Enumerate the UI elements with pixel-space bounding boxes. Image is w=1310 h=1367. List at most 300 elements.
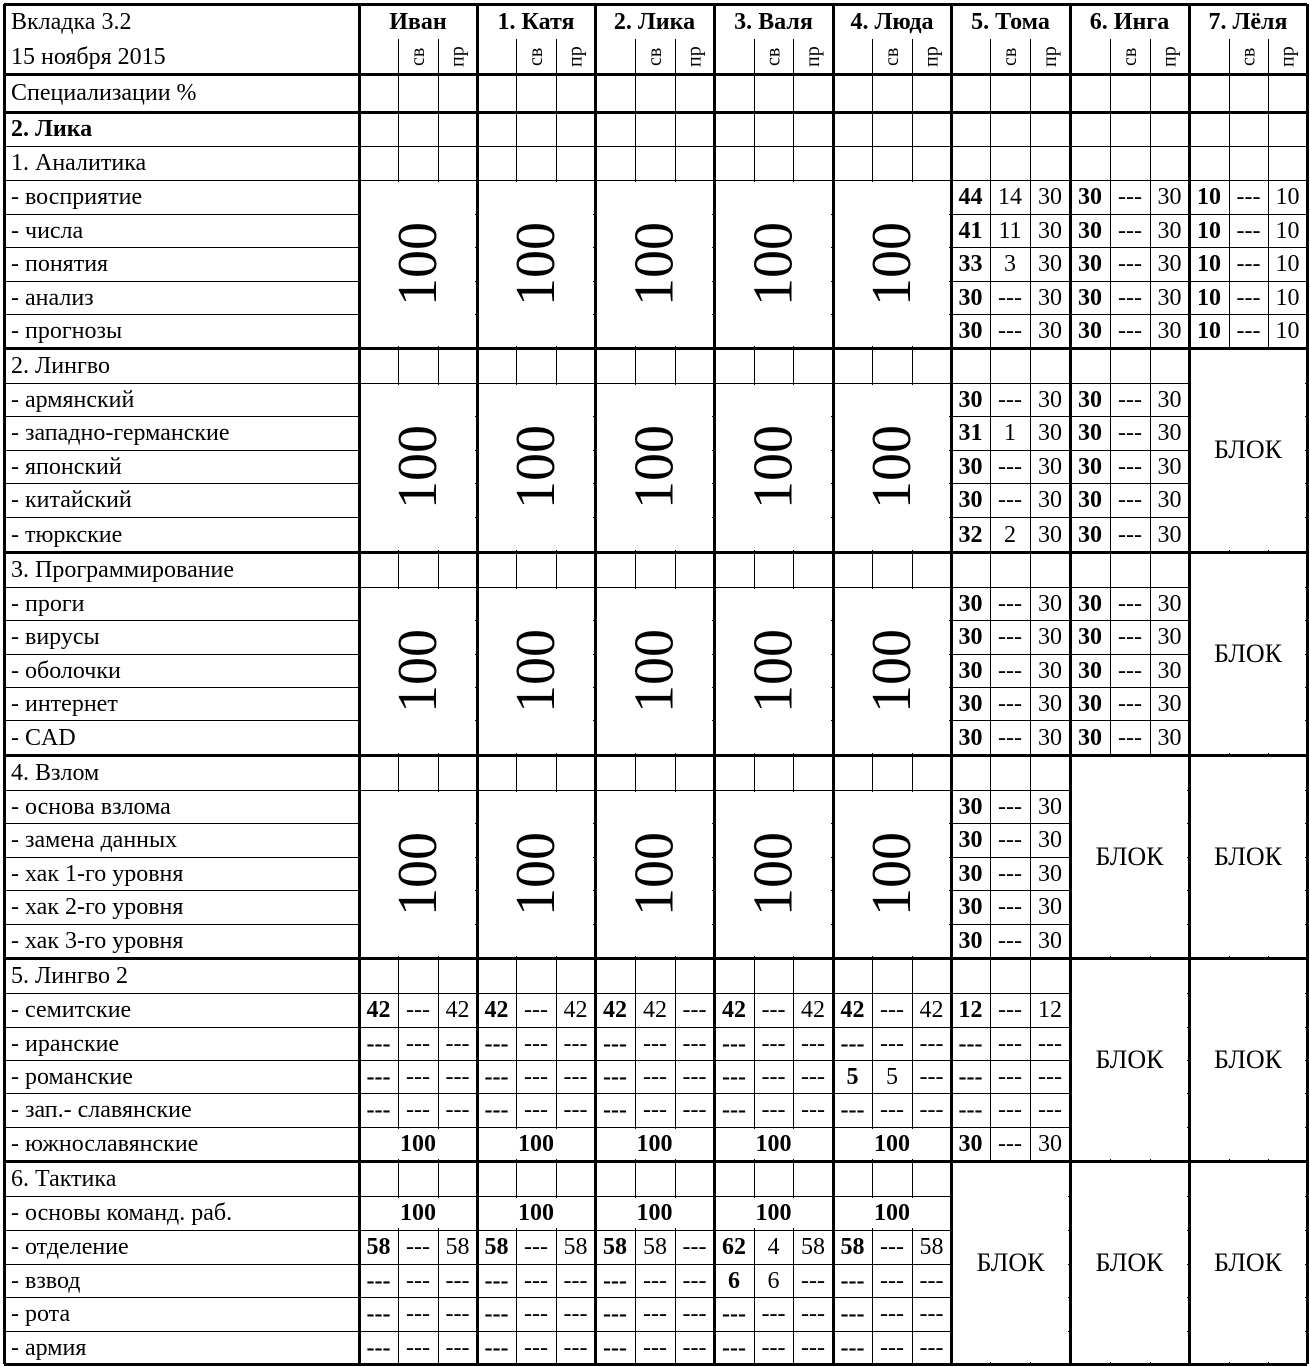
value-cell: 12 (958, 997, 983, 1023)
row-label: - западно-германские (11, 420, 230, 446)
value-cell: 30 (1078, 521, 1102, 548)
value-cell: 30 (958, 487, 983, 513)
value-cell: --- (1118, 453, 1142, 480)
value-cell: 42 (603, 997, 627, 1023)
value-cell: --- (880, 997, 904, 1023)
value-cell: 10 (1275, 217, 1300, 244)
value-cell: --- (998, 690, 1022, 717)
value-cell: 30 (1078, 420, 1102, 446)
value-cell: 30 (1078, 251, 1102, 277)
value-cell: --- (722, 1334, 746, 1361)
value-cell: 42 (484, 997, 509, 1023)
value-cell: --- (761, 1301, 786, 1327)
value-cell: --- (603, 1334, 627, 1361)
value-cell: --- (1038, 1063, 1062, 1090)
value-cell: --- (603, 1267, 627, 1294)
value-cell: 30 (1038, 453, 1062, 480)
value-cell: 42 (919, 997, 944, 1023)
value-cell: --- (445, 1334, 470, 1361)
value-cell: --- (958, 1030, 983, 1057)
value-cell: 42 (801, 997, 825, 1023)
value-cell: 42 (722, 997, 746, 1023)
sub-header-sv: св (999, 47, 1021, 66)
value-cell: 42 (643, 997, 667, 1023)
value-cell: --- (998, 1097, 1022, 1123)
value-cell: --- (603, 1301, 627, 1327)
value-cell: --- (1236, 217, 1261, 244)
value-cell: 30 (958, 284, 983, 311)
value-cell: --- (801, 1301, 825, 1327)
value-cell: --- (524, 1334, 548, 1361)
row-label: - тюркские (11, 521, 123, 548)
value-cell: --- (484, 1097, 509, 1123)
value-cell: 30 (1157, 590, 1182, 617)
value-cell: --- (682, 1234, 707, 1260)
value-cell: --- (722, 1030, 746, 1057)
value-cell: --- (406, 1334, 430, 1361)
sub-header-pr: пр (1276, 46, 1299, 67)
value-cell: 30 (1038, 217, 1062, 244)
value-cell: --- (919, 1030, 944, 1057)
value-cell: 30 (1038, 928, 1062, 954)
row-label: - китайский (11, 487, 132, 513)
value-cell: 30 (1038, 420, 1062, 446)
value-cell: 10 (1275, 318, 1300, 344)
row-label: - хак 2-го уровня (11, 894, 184, 920)
hundred-block: 100 (742, 629, 805, 713)
person-name: 3. Валя (734, 8, 813, 35)
hundred-block: 100 (505, 629, 567, 713)
value-cell: 30 (1078, 657, 1102, 684)
value-cell: 30 (1157, 690, 1182, 717)
value-cell: 10 (1197, 217, 1221, 244)
value-cell: 10 (1197, 318, 1221, 344)
value-cell: 32 (958, 521, 983, 548)
value-cell: --- (880, 1097, 904, 1123)
hundred-cell: 100 (400, 1200, 436, 1226)
value-cell: --- (445, 1097, 470, 1123)
value-cell: --- (998, 1063, 1022, 1090)
value-cell: 30 (1078, 284, 1102, 311)
value-cell: 30 (1038, 657, 1062, 684)
value-cell: 30 (1157, 724, 1182, 751)
row-label: - армия (11, 1334, 87, 1361)
value-cell: --- (524, 1301, 548, 1327)
person-name: 1. Катя (497, 8, 575, 35)
value-cell: 30 (1157, 420, 1182, 446)
value-cell: --- (643, 1063, 667, 1090)
value-cell: 30 (1078, 590, 1102, 617)
hundred-cell: 100 (518, 1200, 554, 1226)
value-cell: --- (484, 1334, 509, 1361)
value-cell: --- (682, 997, 707, 1023)
value-cell: --- (603, 1097, 627, 1123)
value-cell: --- (484, 1030, 509, 1057)
value-cell: 30 (1078, 487, 1102, 513)
row-label: - хак 1-го уровня (11, 860, 184, 887)
value-cell: 30 (1157, 386, 1182, 413)
row-label: - армянский (11, 386, 135, 413)
hundred-cell: 100 (874, 1200, 910, 1226)
value-cell: --- (682, 1030, 707, 1057)
value-cell: --- (998, 657, 1022, 684)
value-cell: 30 (1078, 184, 1102, 210)
value-cell: 30 (1157, 284, 1182, 311)
value-cell: --- (406, 997, 430, 1023)
value-cell: --- (840, 1030, 865, 1057)
value-cell: 58 (643, 1234, 667, 1260)
block-label: БЛОК (1213, 1247, 1283, 1277)
value-cell: 3 (1004, 251, 1016, 277)
person-name: 4. Люда (850, 8, 934, 35)
person-name: 5. Тома (971, 8, 1050, 35)
value-cell: 58 (445, 1234, 470, 1260)
value-cell: --- (406, 1301, 430, 1327)
value-cell: 10 (1275, 284, 1300, 311)
sheet-tab-title: Вкладка 3.2 (11, 8, 132, 35)
value-cell: --- (1118, 284, 1142, 311)
value-cell: --- (801, 1063, 825, 1090)
block-label: БЛОК (1213, 435, 1283, 464)
value-cell: 58 (919, 1234, 944, 1260)
row-label: - хак 3-го уровня (11, 928, 184, 954)
value-cell: --- (1118, 657, 1142, 684)
value-cell: 10 (1197, 284, 1221, 311)
hundred-cell: 100 (636, 1200, 673, 1226)
value-cell: 30 (958, 1131, 983, 1157)
value-cell: 42 (366, 997, 391, 1023)
value-cell: --- (484, 1267, 509, 1294)
value-cell: --- (722, 1097, 746, 1123)
value-cell: --- (445, 1267, 470, 1294)
person-name: 6. Инга (1089, 8, 1170, 35)
value-cell: --- (563, 1063, 588, 1090)
sub-header-sv: св (525, 47, 547, 66)
value-cell: --- (1118, 590, 1142, 617)
value-cell: --- (524, 997, 548, 1023)
person-name: 7. Лёля (1208, 8, 1288, 35)
value-cell: 30 (1157, 624, 1182, 650)
hundred-block: 100 (742, 222, 805, 306)
value-cell: --- (682, 1267, 707, 1294)
value-cell: --- (445, 1063, 470, 1090)
block-label: БЛОК (1095, 1247, 1164, 1277)
value-cell: --- (1118, 724, 1142, 751)
row-label: - основа взлома (11, 793, 171, 820)
value-cell: 30 (1157, 453, 1182, 480)
value-cell: --- (1236, 318, 1261, 344)
hundred-block: 100 (623, 629, 686, 713)
block-label: БЛОК (1095, 841, 1164, 871)
value-cell: 30 (958, 386, 983, 413)
value-cell: --- (445, 1030, 470, 1057)
row-label: - рота (11, 1301, 71, 1327)
row-label: - семитские (11, 997, 132, 1023)
hundred-cell: 100 (755, 1200, 792, 1226)
hundred-block: 100 (387, 832, 449, 916)
person-name: 2. Лика (613, 8, 696, 35)
row-label: - замена данных (11, 827, 178, 853)
value-cell: --- (366, 1063, 391, 1090)
hundred-block: 100 (861, 222, 923, 306)
value-cell: --- (524, 1030, 548, 1057)
value-cell: 30 (958, 894, 983, 920)
hundred-block: 100 (387, 629, 449, 713)
value-cell: --- (919, 1301, 944, 1327)
value-cell: --- (603, 1063, 627, 1090)
value-cell: --- (563, 1334, 588, 1361)
hundred-block: 100 (861, 629, 923, 713)
value-cell: 30 (958, 827, 983, 853)
value-cell: 44 (958, 184, 983, 210)
value-cell: --- (406, 1030, 430, 1057)
sub-header-sv: св (1237, 47, 1260, 66)
value-cell: --- (958, 1097, 983, 1123)
value-cell: --- (919, 1267, 944, 1294)
value-cell: --- (998, 284, 1022, 311)
row-label: - анализ (11, 284, 94, 311)
block-label: БЛОК (1213, 638, 1283, 668)
value-cell: --- (682, 1097, 707, 1123)
value-cell: --- (406, 1097, 430, 1123)
value-cell: --- (998, 724, 1022, 751)
value-cell: 10 (1197, 251, 1221, 277)
sub-header-pr: пр (446, 46, 469, 67)
value-cell: 58 (366, 1234, 391, 1260)
hundred-block: 100 (623, 222, 686, 306)
value-cell: --- (366, 1267, 391, 1294)
value-cell: 58 (603, 1234, 627, 1260)
value-cell: 30 (958, 453, 983, 480)
row-label: - иранские (11, 1030, 120, 1057)
value-cell: --- (1038, 1030, 1062, 1057)
value-cell: 62 (722, 1234, 746, 1260)
hundred-cell: 100 (874, 1131, 910, 1157)
row-label: - отделение (11, 1234, 129, 1260)
value-cell: --- (998, 1030, 1022, 1057)
value-cell: --- (801, 1267, 825, 1294)
sub-header-pr: пр (920, 46, 943, 67)
value-cell: --- (761, 1334, 786, 1361)
value-cell: --- (1236, 184, 1261, 210)
value-cell: --- (958, 1063, 983, 1090)
value-cell: --- (1118, 251, 1142, 277)
value-cell: 30 (1157, 657, 1182, 684)
value-cell: 30 (958, 793, 983, 820)
value-cell: --- (643, 1301, 667, 1327)
hundred-block: 100 (742, 832, 805, 916)
value-cell: 30 (1157, 184, 1182, 210)
value-cell: --- (682, 1301, 707, 1327)
value-cell: --- (801, 1030, 825, 1057)
value-cell: --- (880, 1234, 904, 1260)
block-label: БЛОК (1095, 1044, 1164, 1074)
value-cell: --- (801, 1097, 825, 1123)
value-cell: --- (801, 1334, 825, 1361)
value-cell: 30 (1157, 217, 1182, 244)
sub-header-sv: св (1119, 47, 1141, 66)
value-cell: 14 (998, 184, 1022, 210)
block-label: БЛОК (1213, 1044, 1283, 1074)
value-cell: 30 (1038, 724, 1062, 751)
value-cell: --- (524, 1097, 548, 1123)
value-cell: 58 (484, 1234, 509, 1260)
value-cell: --- (1118, 487, 1142, 513)
value-cell: --- (998, 928, 1022, 954)
section-title: 2. Лика (11, 116, 93, 142)
value-cell: 6 (767, 1267, 780, 1294)
value-cell: 10 (1197, 184, 1221, 210)
section-title: 5. Лингво 2 (11, 962, 128, 989)
value-cell: --- (563, 1267, 588, 1294)
value-cell: --- (682, 1334, 707, 1361)
value-cell: --- (1118, 521, 1142, 548)
value-cell: --- (366, 1301, 391, 1327)
hundred-block: 100 (742, 425, 805, 510)
row-label: - восприятие (11, 184, 143, 210)
value-cell: 30 (1038, 827, 1062, 853)
value-cell: --- (643, 1030, 667, 1057)
value-cell: --- (998, 997, 1022, 1023)
row-label: - вирусы (11, 624, 100, 650)
hundred-block: 100 (861, 425, 923, 510)
hundred-cell: 100 (755, 1131, 792, 1157)
value-cell: --- (840, 1301, 865, 1327)
value-cell: --- (1118, 624, 1142, 650)
section-title: 6. Тактика (11, 1165, 117, 1192)
value-cell: --- (998, 386, 1022, 413)
hundred-cell: 100 (518, 1131, 554, 1157)
value-cell: --- (682, 1063, 707, 1090)
hundred-block: 100 (623, 425, 686, 510)
row-label: - взвод (11, 1267, 81, 1294)
row-label: - проги (11, 590, 85, 617)
value-cell: 4 (767, 1234, 780, 1260)
value-cell: --- (998, 860, 1022, 887)
value-cell: 30 (1157, 318, 1182, 344)
hundred-block: 100 (623, 832, 686, 916)
value-cell: --- (366, 1030, 391, 1057)
value-cell: 42 (840, 997, 865, 1023)
value-cell: --- (998, 590, 1022, 617)
value-cell: 5 (846, 1063, 859, 1090)
value-cell: --- (643, 1334, 667, 1361)
hundred-block: 100 (861, 832, 923, 916)
sub-header-pr: пр (683, 46, 706, 67)
hundred-block: 100 (505, 832, 567, 916)
value-cell: 11 (998, 217, 1022, 244)
value-cell: 30 (1157, 251, 1182, 277)
value-cell: 30 (1038, 318, 1062, 344)
sheet-date: 15 ноября 2015 (11, 43, 166, 70)
value-cell: --- (1118, 420, 1142, 446)
value-cell: --- (998, 894, 1022, 920)
value-cell: 30 (1078, 453, 1102, 480)
hundred-block: 100 (387, 425, 449, 510)
value-cell: --- (1118, 690, 1142, 717)
value-cell: --- (524, 1063, 548, 1090)
value-cell: --- (1118, 318, 1142, 344)
value-cell: 58 (563, 1234, 588, 1260)
value-cell: 30 (958, 928, 983, 954)
sub-header-pr: пр (564, 46, 587, 67)
value-cell: 41 (958, 217, 983, 244)
value-cell: 30 (1078, 318, 1102, 344)
value-cell: --- (643, 1097, 667, 1123)
sub-header-pr: пр (1158, 46, 1181, 67)
value-cell: 30 (1038, 624, 1062, 650)
sub-header-pr: пр (1039, 46, 1061, 67)
sub-header-sv: св (762, 47, 785, 66)
hundred-block: 100 (505, 425, 567, 510)
value-cell: --- (484, 1063, 509, 1090)
value-cell: 30 (1038, 284, 1062, 311)
value-cell: 30 (1078, 624, 1102, 650)
value-cell: 42 (445, 997, 470, 1023)
value-cell: 30 (958, 624, 983, 650)
value-cell: 30 (1157, 487, 1182, 513)
sub-header-sv: св (644, 47, 666, 66)
value-cell: 30 (958, 724, 983, 751)
value-cell: 30 (1038, 386, 1062, 413)
value-cell: 31 (958, 420, 983, 446)
value-cell: --- (563, 1301, 588, 1327)
value-cell: --- (524, 1267, 548, 1294)
value-cell: 30 (958, 590, 983, 617)
row-label: - прогнозы (11, 318, 123, 344)
value-cell: 42 (563, 997, 588, 1023)
value-cell: --- (998, 624, 1022, 650)
value-cell: --- (880, 1334, 904, 1361)
value-cell: 30 (1038, 590, 1062, 617)
value-cell: --- (406, 1234, 430, 1260)
value-cell: 30 (1157, 521, 1182, 548)
value-cell: 30 (958, 690, 983, 717)
value-cell: --- (1236, 284, 1261, 311)
hundred-block: 100 (387, 222, 449, 306)
row-label: - CAD (11, 724, 76, 751)
value-cell: --- (722, 1063, 746, 1090)
value-cell: --- (998, 487, 1022, 513)
row-label: - числа (11, 217, 84, 244)
value-cell: --- (840, 1267, 865, 1294)
value-cell: --- (919, 1097, 944, 1123)
value-cell: --- (406, 1063, 430, 1090)
value-cell: --- (722, 1301, 746, 1327)
section-title: 2. Лингво (11, 352, 110, 379)
value-cell: --- (1236, 251, 1261, 277)
value-cell: 30 (1078, 724, 1102, 751)
value-cell: 1 (1004, 420, 1016, 446)
value-cell: --- (998, 1131, 1022, 1157)
section-title: Специализации % (11, 80, 197, 106)
value-cell: --- (840, 1334, 865, 1361)
value-cell: --- (366, 1334, 391, 1361)
value-cell: --- (998, 827, 1022, 853)
value-cell: 30 (1038, 860, 1062, 887)
value-cell: 30 (1078, 386, 1102, 413)
block-label: БЛОК (976, 1247, 1045, 1277)
value-cell: 30 (958, 318, 983, 344)
value-cell: 30 (1038, 184, 1062, 210)
value-cell: 6 (728, 1267, 740, 1294)
value-cell: --- (761, 1063, 786, 1090)
value-cell: --- (919, 1063, 944, 1090)
section-title: 4. Взлом (11, 759, 100, 786)
value-cell: --- (445, 1301, 470, 1327)
block-label: БЛОК (1213, 841, 1283, 871)
value-cell: 30 (1038, 894, 1062, 920)
